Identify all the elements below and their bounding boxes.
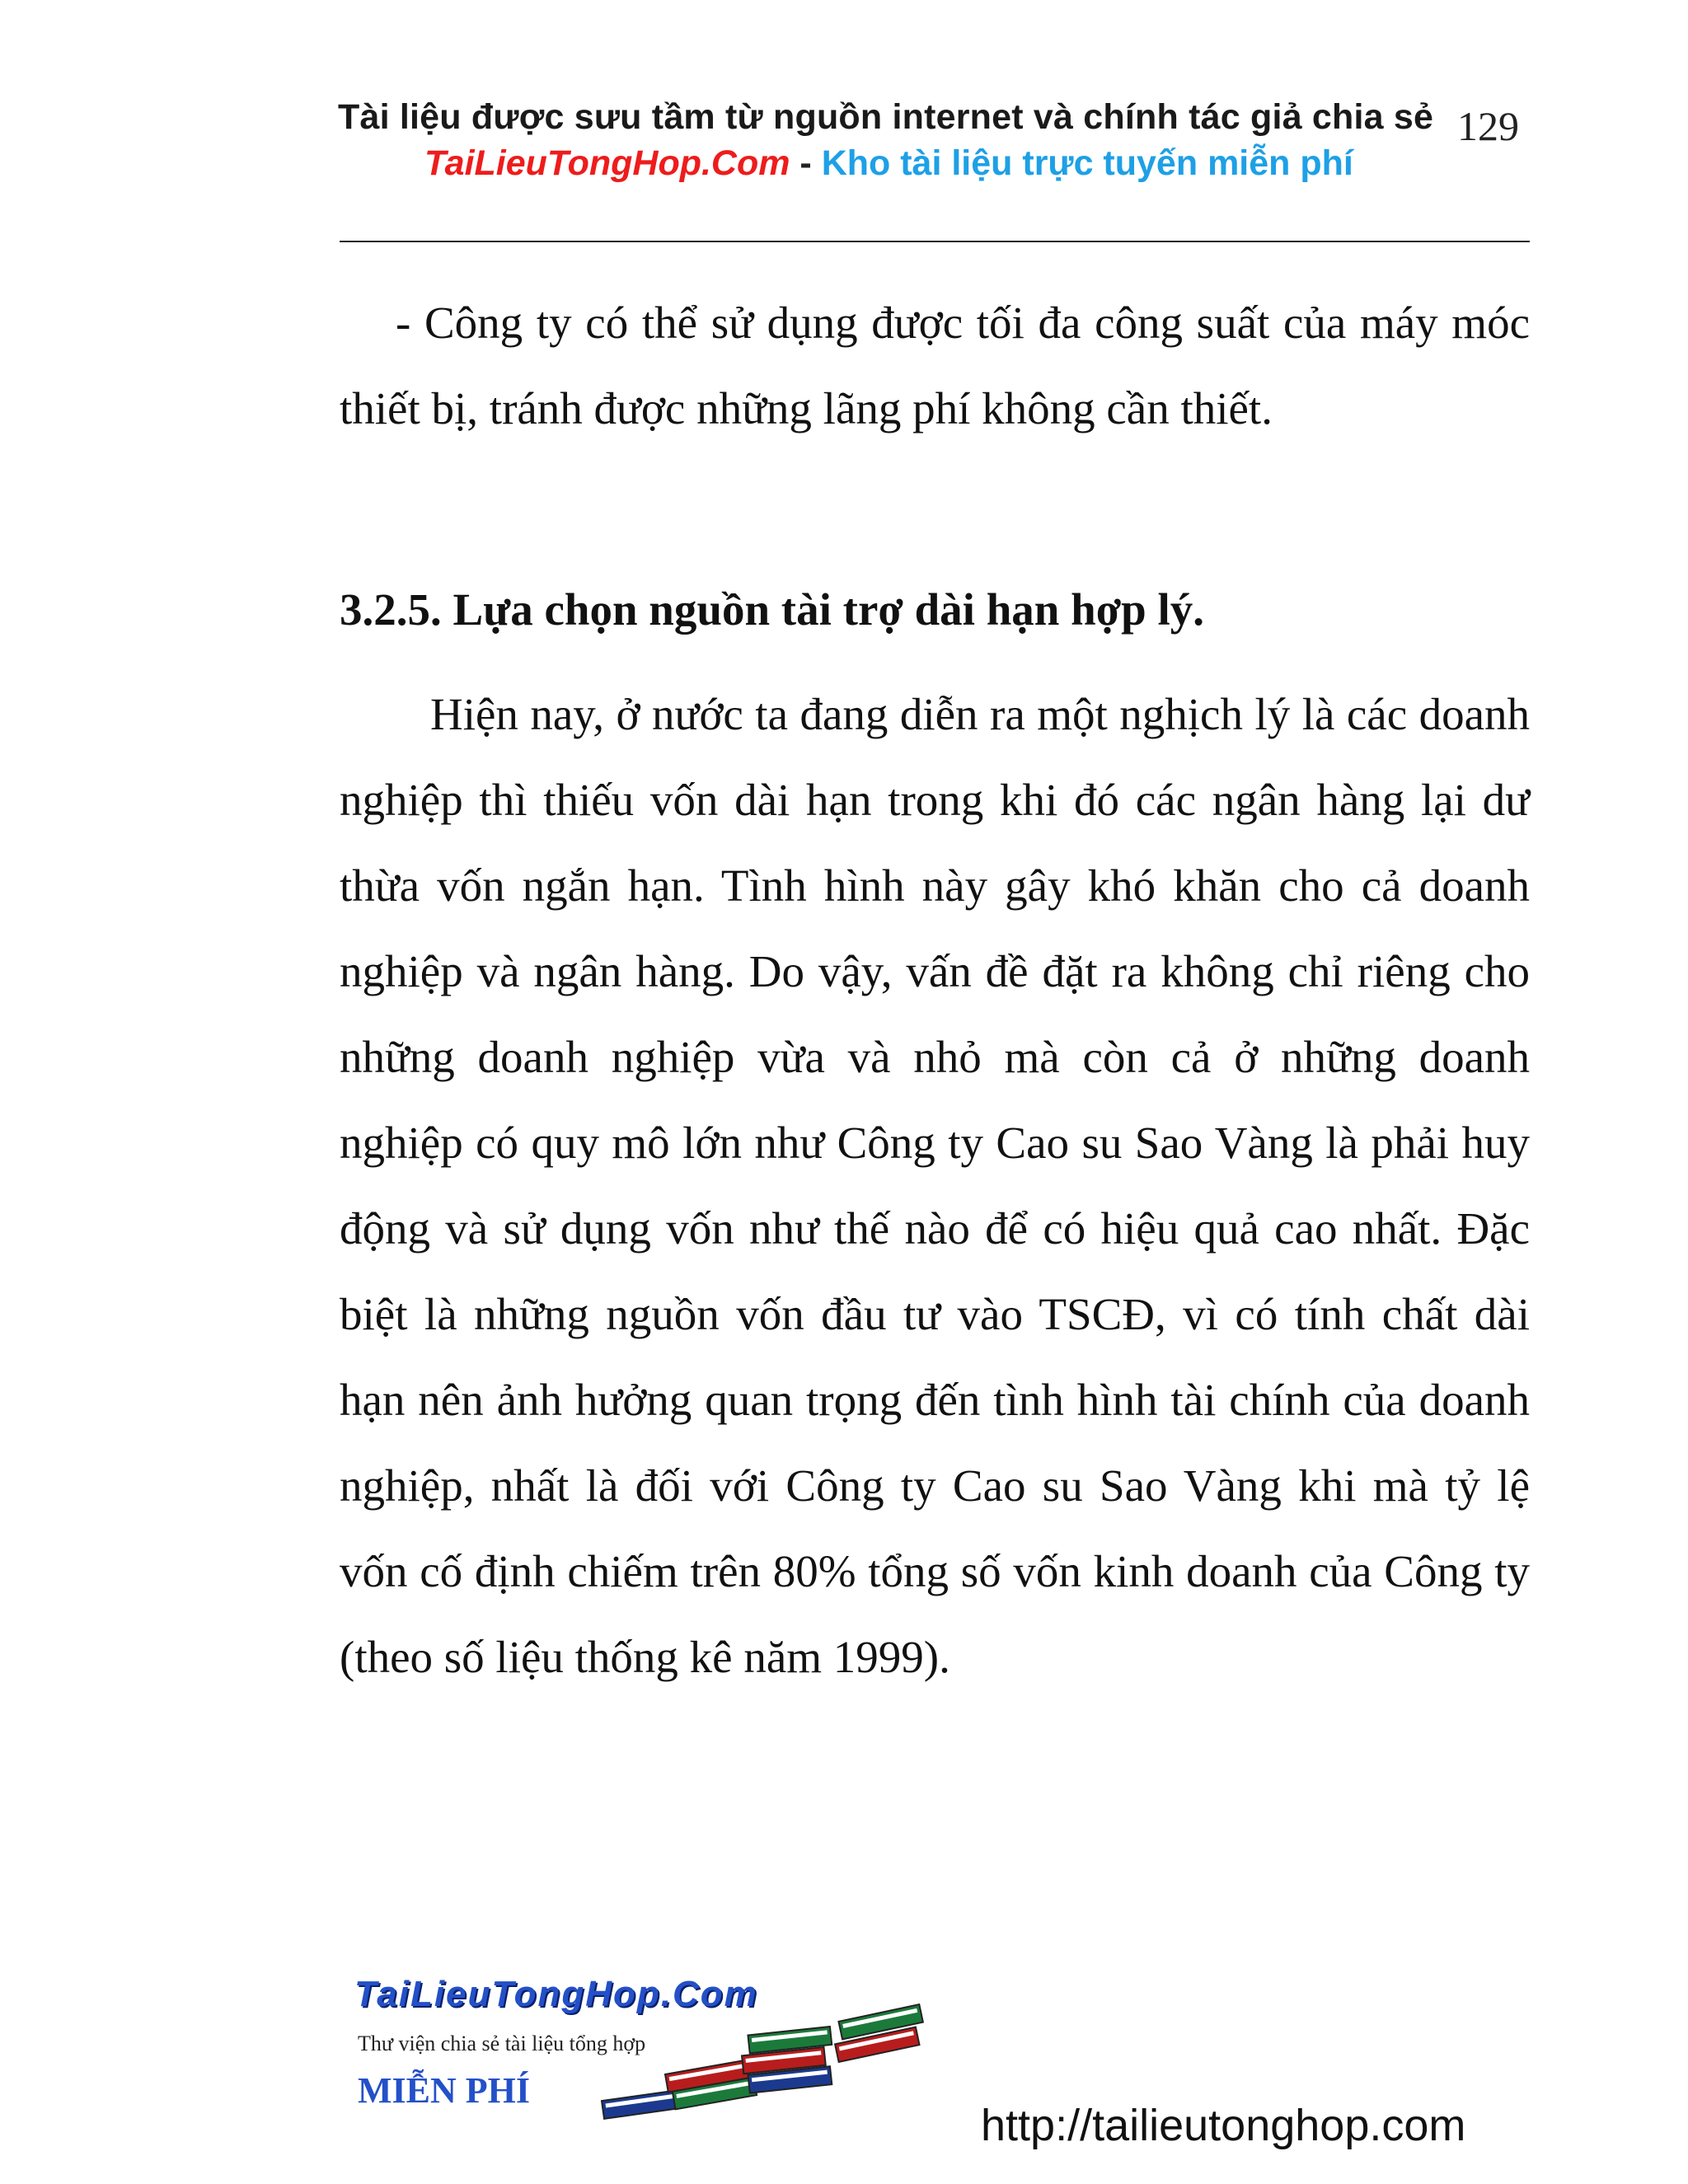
logo-title: TaiLieuTongHop.Com [354,1974,758,2014]
header-divider [340,241,1530,242]
header-separator: - [790,143,822,183]
books-stack-icon [595,2003,941,2135]
paragraph-machine-capacity: - Công ty có thể sử dụng được tối đa công suất của máy móc thiết bị, tránh được những lãng phí không cần thiết. [340,298,1530,434]
header-site-name: TaiLieuTongHop.Com [424,143,790,183]
section-heading: 3.2.5. Lựa chọn nguồn tài trợ dài hạn hợp lý. [340,584,1205,635]
header-site-line [424,143,1578,184]
page-number: 129 [1457,103,1519,149]
site-logo [348,1974,966,2139]
header-tagline: Kho tài liệu trực tuyến miễn phí [821,143,1353,183]
footer-url[interactable]: http://tailieutonghop.com [981,2101,1466,2150]
header-source-note: Tài liệu được sưu tầm từ nguồn internet và chính tác giả chia sẻ [338,97,1434,137]
logo-free-label: MIỄN PHÍ [358,2070,530,2111]
paragraph-long-term-funding: Hiện nay, ở nước ta đang diễn ra một nghịch lý là các doanh nghiệp thì thiếu vốn dài hạn trong khi đó các ngân hàng lại dư thừa vốn ngắn hạn. Tình hình này gây khó khăn cho cả doanh nghiệp và ngân hàng. Do vậy, vấn đề đặt ra không chỉ riêng cho những doanh nghiệp vừa và nhỏ mà còn cả ở những doanh nghiệp có quy mô lớn như Công ty Cao su Sao Vàng là phải huy động và sử dụng vốn như thế nào để có hiệu quả cao nhất. Đặc biệt là những nguồn vốn đầu tư vào TSCĐ, vì có tính chất dài hạn nên ảnh hưởng quan trọng đến tình hình tài chính của doanh nghiệp, nhất là đối với Công ty Cao su Sao Vàng khi mà tỷ lệ vốn cố định chiếm trên 80% tổng số vốn kinh doanh của Công ty (theo số liệu thống kê năm 1999). [340,689,1530,1682]
logo-subtitle: Thư viện chia sẻ tài liệu tổng hợp [358,2032,646,2055]
